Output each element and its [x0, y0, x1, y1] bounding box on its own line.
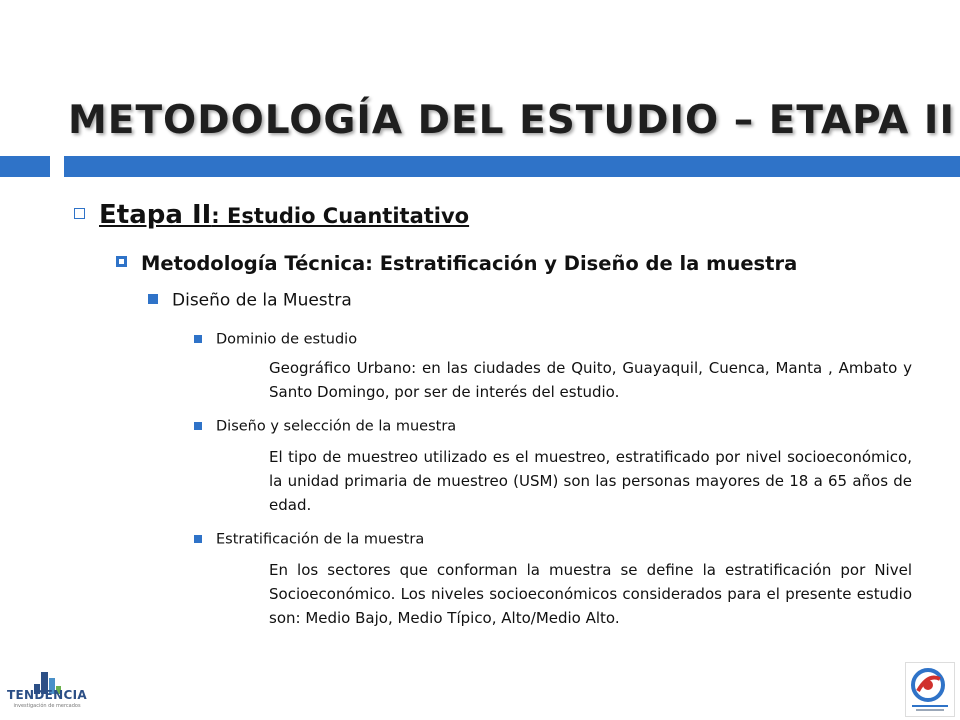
item-paragraph: Geográfico Urbano: en las ciudades de Quito, Guayaquil, Cuenca, Manta , Ambato y Santo Domingo, por ser de interés del estudio.: [269, 359, 912, 401]
title-bar-left: [0, 156, 50, 177]
bullet-level2: [116, 252, 797, 275]
item-label: Dominio de estudio: [216, 331, 358, 348]
logo-tagline: investigación de mercados: [13, 703, 81, 709]
framed-square-bullet-icon: [116, 256, 127, 267]
square-bullet-icon: [148, 294, 158, 304]
small-square-bullet-icon: [194, 335, 202, 343]
small-square-bullet-icon: [194, 422, 202, 430]
logo-brand: TENDENCIA: [7, 688, 87, 702]
title-bar: [64, 156, 960, 177]
methodology-heading: Metodología Técnica: Estratificación y Diseño de la muestra: [141, 252, 798, 275]
sample-design-heading: Diseño de la Muestra: [172, 290, 352, 311]
bullet-item: [194, 529, 424, 548]
item-label: Estratificación de la muestra: [216, 531, 425, 548]
bullet-item: [194, 416, 456, 435]
bullet-item: [194, 329, 357, 348]
hollow-square-bullet-icon: [74, 208, 85, 219]
item-paragraph: El tipo de muestreo utilizado es el muestreo, estratificado por nivel socioeconómico, la unidad primaria de muestreo (USM) son las personas mayores de 18 a 65 años de edad.: [269, 448, 912, 514]
bullet-level1: [74, 200, 469, 230]
stage-name: Etapa II: [99, 200, 212, 230]
item-label: Diseño y selección de la muestra: [216, 418, 457, 435]
small-square-bullet-icon: [194, 535, 202, 543]
partner-logo: [905, 662, 955, 717]
bullet-level3: [148, 290, 352, 311]
stage-heading: [99, 201, 469, 229]
stage-subtitle: : Estudio Cuantitativo: [211, 204, 470, 228]
partner-emblem-icon: [906, 663, 954, 716]
tendencia-logo: [6, 662, 88, 716]
item-paragraph: En los sectores que conforman la muestra se define la estratificación por Nivel Socioeconómico. Los niveles socioeconómicos considerados para el presente estudio son: Medio Bajo, Medio Típico, Alto/Medio Alto.: [269, 561, 912, 627]
slide-title: METODOLOGÍA DEL ESTUDIO – ETAPA II: [68, 98, 955, 143]
